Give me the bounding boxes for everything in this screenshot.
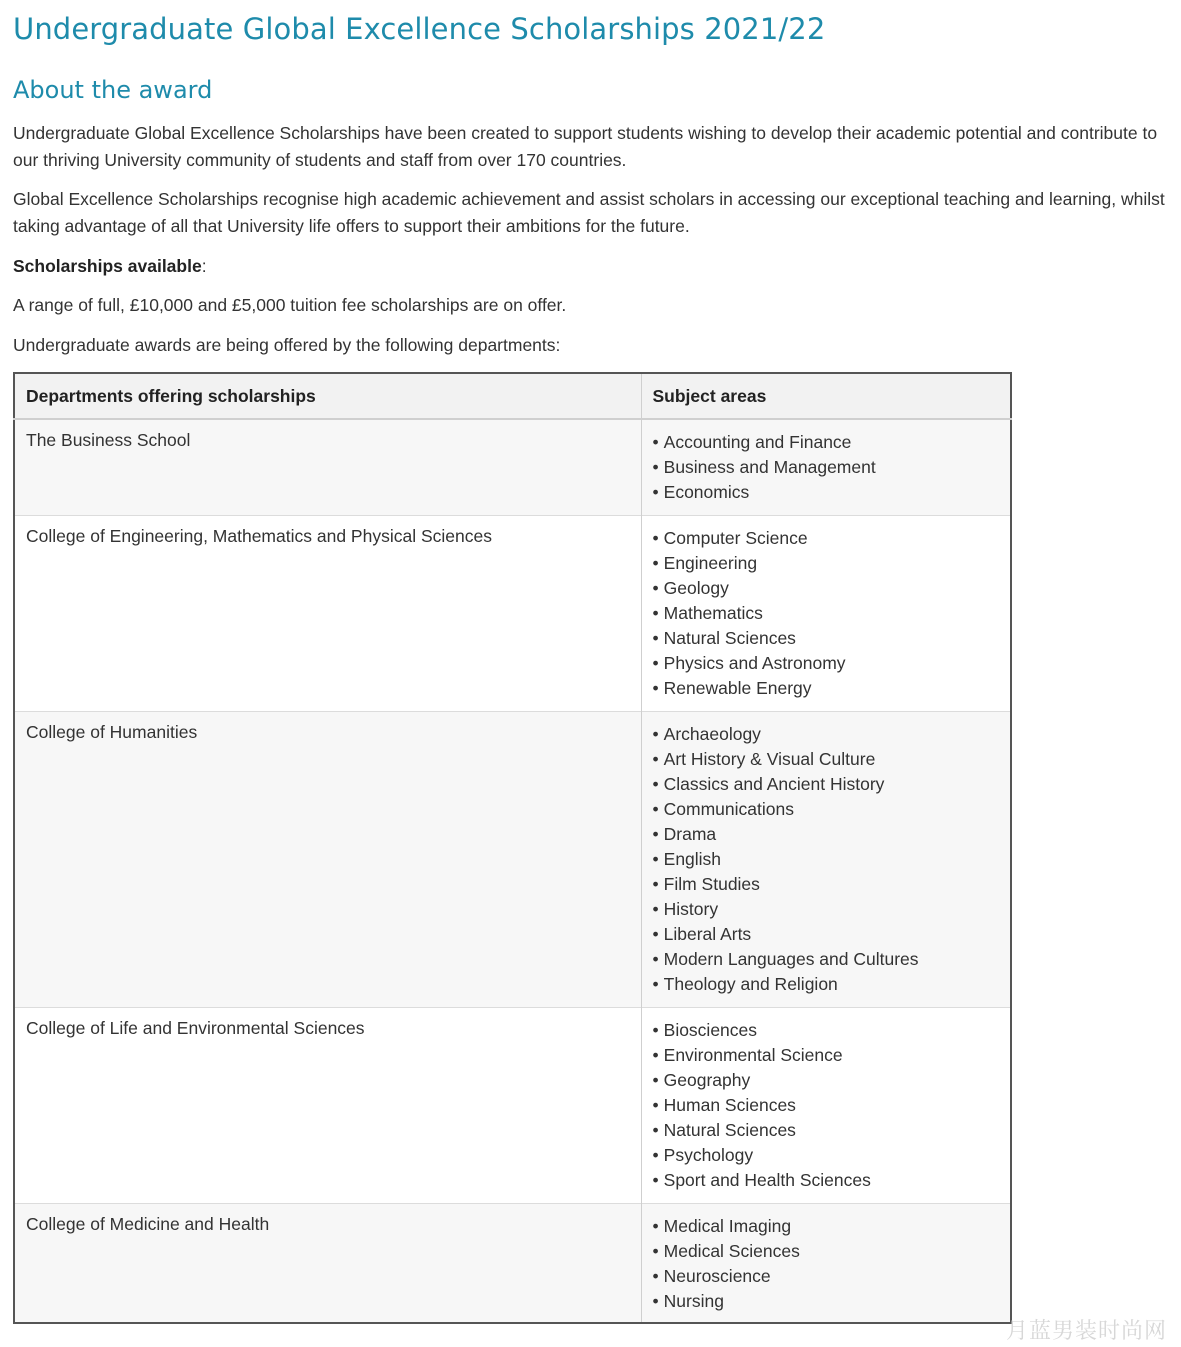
- subject-item: • Human Sciences: [653, 1093, 1000, 1118]
- subject-item: • Art History & Visual Culture: [653, 747, 1000, 772]
- subject-item: • Psychology: [653, 1143, 1000, 1168]
- subject-item: • Physics and Astronomy: [653, 651, 1000, 676]
- header-subject-areas: Subject areas: [641, 373, 1011, 419]
- subject-item: • Biosciences: [653, 1018, 1000, 1043]
- subjects-cell: [641, 1203, 1011, 1323]
- subject-item: • Sport and Health Sciences: [653, 1168, 1000, 1193]
- subject-item: • Modern Languages and Cultures: [653, 947, 1000, 972]
- subject-item: • Communications: [653, 797, 1000, 822]
- subject-item: • Accounting and Finance: [653, 430, 1000, 455]
- subject-item: • Medical Sciences: [653, 1239, 1000, 1264]
- subject-item: • Engineering: [653, 551, 1000, 576]
- subject-item: • Film Studies: [653, 872, 1000, 897]
- table-row: [14, 1203, 1011, 1323]
- subject-item: • History: [653, 897, 1000, 922]
- subject-item: • Theology and Religion: [653, 972, 1000, 997]
- watermark-text: 月蓝男装时尚网: [1005, 1319, 1167, 1344]
- department-cell: The Business School: [14, 419, 641, 515]
- subject-item: • Liberal Arts: [653, 922, 1000, 947]
- subject-list: [653, 526, 1000, 701]
- subject-list: [653, 430, 1000, 505]
- intro-paragraph-1: Undergraduate Global Excellence Scholarships have been created to support students wishing to develop their academic potential and contribute to our thriving University community of students and staff from over 170 countries.: [13, 123, 1158, 170]
- table-row: [14, 515, 1011, 711]
- subject-item: • Renewable Energy: [653, 676, 1000, 701]
- subject-item: • Nursing: [653, 1289, 1000, 1314]
- section-heading-about: About the award: [13, 76, 213, 104]
- subject-item: • Natural Sciences: [653, 1118, 1000, 1143]
- subject-item: • Geology: [653, 576, 1000, 601]
- table-row: [14, 419, 1011, 515]
- subject-item: • Business and Management: [653, 455, 1000, 480]
- table-row: [14, 1007, 1011, 1203]
- scholarships-available-label: [13, 253, 1173, 280]
- department-cell: College of Life and Environmental Sciences: [14, 1007, 641, 1203]
- subjects-cell: [641, 515, 1011, 711]
- subjects-cell: [641, 711, 1011, 1007]
- subjects-cell: [641, 419, 1011, 515]
- subject-item: • English: [653, 847, 1000, 872]
- scholarships-available-strong: Scholarships available: [13, 256, 202, 276]
- subject-item: • Classics and Ancient History: [653, 772, 1000, 797]
- subject-list: [653, 1214, 1000, 1314]
- subject-item: • Drama: [653, 822, 1000, 847]
- subject-item: • Environmental Science: [653, 1043, 1000, 1068]
- departments-intro-text: Undergraduate awards are being offered by the following departments:: [13, 335, 561, 355]
- departments-table: [13, 372, 1012, 1324]
- table-header-row: [14, 373, 1011, 419]
- table-row: [14, 711, 1011, 1007]
- table-body: [14, 419, 1011, 1323]
- page-title: Undergraduate Global Excellence Scholarships 2021/22: [13, 12, 826, 46]
- scholarships-available-colon: :: [201, 256, 207, 276]
- intro-paragraph-2: Global Excellence Scholarships recognise high academic achievement and assist scholars in accessing our exceptional teaching and learning, whilst taking advantage of all that University life offers to support their ambitions for the future.: [13, 189, 1165, 236]
- scholarship-range-text: A range of full, £10,000 and £5,000 tuition fee scholarships are on offer.: [13, 295, 567, 315]
- subject-item: • Natural Sciences: [653, 626, 1000, 651]
- subject-item: • Economics: [653, 480, 1000, 505]
- subject-list: [653, 722, 1000, 997]
- subjects-cell: [641, 1007, 1011, 1203]
- subject-list: [653, 1018, 1000, 1193]
- subject-item: • Geography: [653, 1068, 1000, 1093]
- department-cell: College of Engineering, Mathematics and Physical Sciences: [14, 515, 641, 711]
- department-cell: College of Humanities: [14, 711, 641, 1007]
- subject-item: • Mathematics: [653, 601, 1000, 626]
- header-departments: Departments offering scholarships: [14, 373, 641, 419]
- subject-item: • Computer Science: [653, 526, 1000, 551]
- subject-item: • Archaeology: [653, 722, 1000, 747]
- subject-item: • Neuroscience: [653, 1264, 1000, 1289]
- subject-item: • Medical Imaging: [653, 1214, 1000, 1239]
- department-cell: College of Medicine and Health: [14, 1203, 641, 1323]
